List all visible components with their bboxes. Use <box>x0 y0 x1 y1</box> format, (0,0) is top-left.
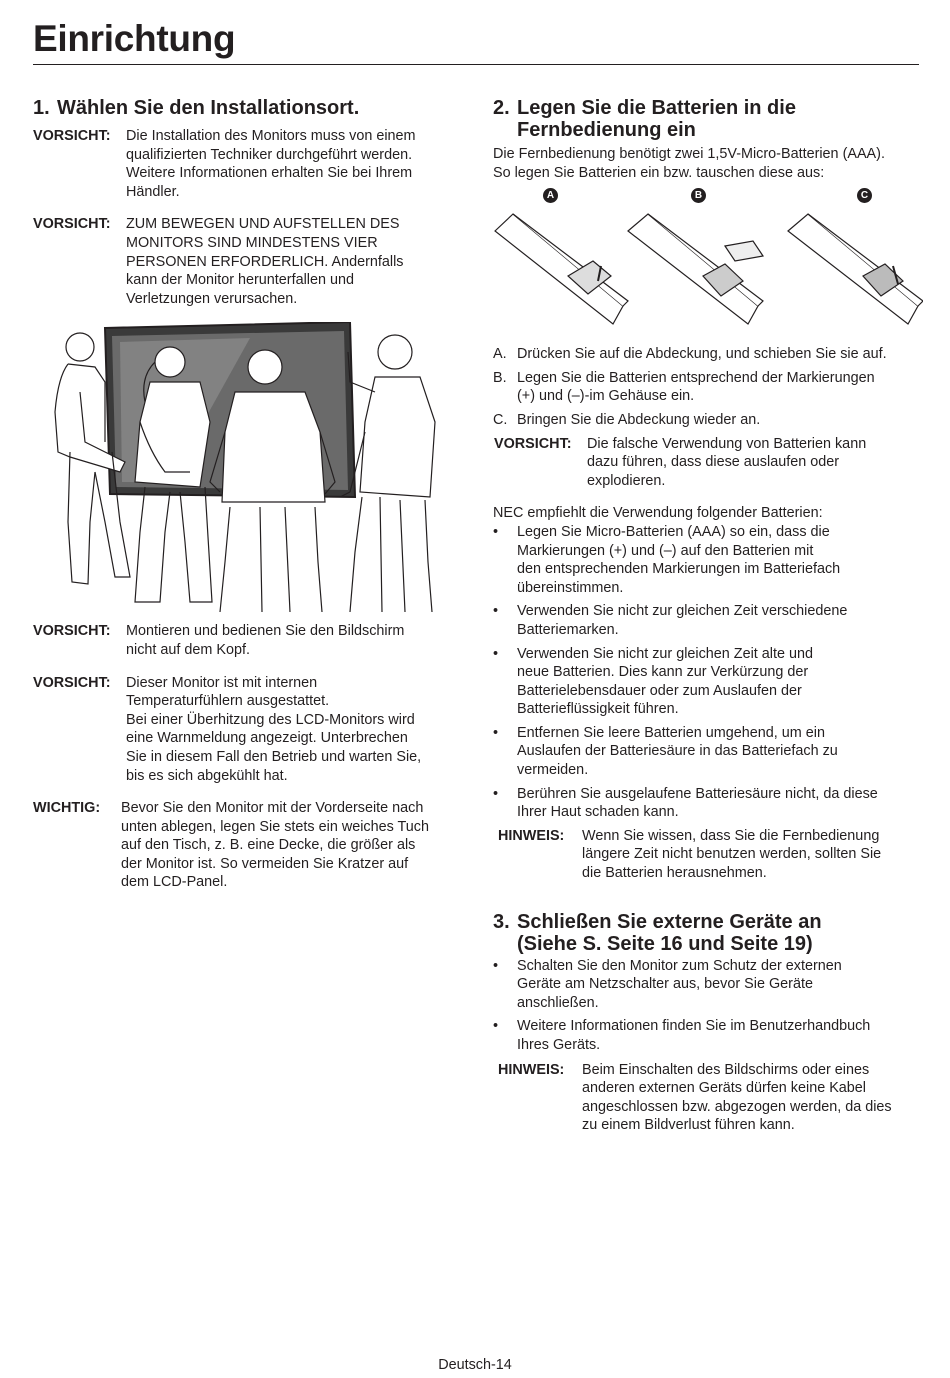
text-line: Montieren und bedienen Sie den Bildschirm <box>126 623 405 640</box>
text-line: den entsprechenden Markierungen im Batteriefach <box>517 561 841 578</box>
text-line: die Batterien herausnehmen. <box>582 865 767 882</box>
warning-label: VORSICHT: <box>494 435 572 452</box>
note-text <box>582 827 923 883</box>
figure-label-b: B <box>691 188 706 203</box>
warning-text <box>126 127 463 201</box>
text-line: auf den Tisch, z. B. eine Decke, die größer als <box>121 837 416 854</box>
title-divider <box>33 64 919 65</box>
important-label: WICHTIG: <box>33 800 101 817</box>
figure-label-a: A <box>543 188 558 203</box>
text-line: MONITORS SIND MINDESTENS VIER <box>126 234 378 251</box>
text-line: Weitere Informationen erhalten Sie bei Ihrem <box>126 165 413 182</box>
text-line: dazu führen, dass diese auslaufen oder <box>587 454 840 471</box>
text-line: Die falsche Verwendung von Batterien kann <box>587 435 867 452</box>
warning-label: VORSICHT: <box>33 128 111 144</box>
text-line: Ihres Geräts. <box>517 1037 601 1053</box>
text-line: Verwenden Sie nicht zur gleichen Zeit alte und <box>517 645 813 662</box>
warning-text <box>126 674 463 786</box>
warning-text <box>126 215 463 308</box>
text-line: anschließen. <box>517 994 599 1011</box>
warning-text <box>587 435 923 491</box>
battery-figure <box>493 188 923 348</box>
step-letter: C. <box>493 411 508 428</box>
warning-text <box>126 622 463 659</box>
battery-recommendations <box>493 523 923 822</box>
text-line: Verletzungen verursachen. <box>126 290 298 307</box>
warning-installation <box>33 127 463 201</box>
text-line: Drücken Sie auf die Abdeckung, und schieben Sie sie auf. <box>517 346 887 363</box>
step-item <box>493 369 923 406</box>
text-line: neue Batterien. Dies kann zur Verkürzung der <box>517 664 809 681</box>
text-line: explodieren. <box>587 472 666 489</box>
page-footer: Deutsch-14 <box>438 1357 512 1373</box>
list-item: • Schalten Sie den Monitor zum Schutz der externen Geräte am Netzschalter aus, bevor Sie Geräte anschließen. <box>493 957 842 1011</box>
text-line: Batteriemarken. <box>517 621 619 638</box>
warning-label: VORSICHT: <box>33 216 111 233</box>
text-line: unten ablegen, legen Sie stets ein weiches Tuch <box>121 818 430 835</box>
list-item: • Verwenden Sie nicht zur gleichen Zeit verschiedene Batteriemarken. <box>493 603 848 638</box>
text-line: Berühren Sie ausgelaufene Batteriesäure nicht, da diese <box>517 785 878 802</box>
section1-title: Wählen Sie den Installationsort. <box>57 97 360 119</box>
text-line: Legen Sie Micro-Batterien (AAA) so ein, dass die <box>517 523 830 540</box>
section3-title-line1: Schließen Sie externe Geräte an <box>517 910 822 933</box>
text-line: längere Zeit nicht benutzen werden, sollten Sie <box>582 846 882 863</box>
remote-control-drawings <box>493 206 923 346</box>
text-line: Die Installation des Monitors muss von einem <box>126 128 416 144</box>
note-cables <box>493 1061 923 1135</box>
note-label: HINWEIS: <box>498 827 565 844</box>
text-line: dem LCD-Panel. <box>121 874 228 891</box>
text-line: der Monitor ist. So vermeiden Sie Kratzer auf <box>121 855 409 872</box>
text-line: Verwenden Sie nicht zur gleichen Zeit verschiedene <box>517 603 848 620</box>
section3-number: 3. <box>493 910 510 933</box>
note-text <box>582 1061 923 1135</box>
warning-temperature <box>33 674 463 786</box>
text-line: Weitere Informationen finden Sie im Benutzerhandbuch <box>517 1018 871 1035</box>
warning-four-people <box>33 215 463 308</box>
text-line: Geräte am Netzschalter aus, bevor Sie Geräte <box>517 976 813 993</box>
text-line: nicht auf dem Kopf. <box>126 641 250 658</box>
warning-label: VORSICHT: <box>33 623 111 640</box>
note-label: HINWEIS: <box>498 1061 565 1078</box>
text-line: Entfernen Sie leere Batterien umgehend, um ein <box>517 724 825 741</box>
text-line: Batterieflüssigkeit führen. <box>517 701 679 718</box>
step-letter: A. <box>493 346 507 363</box>
text-line: anderen externen Geräts dürfen keine Kabel <box>582 1080 867 1097</box>
text-line: übereinstimmen. <box>517 579 624 596</box>
step-text <box>517 411 760 430</box>
text-line: So legen Sie Batterien ein bzw. tauschen diese aus: <box>493 164 825 181</box>
external-devices-list <box>493 957 923 1055</box>
text-line: angeschlossen bzw. abgezogen werden, da dies <box>582 1098 892 1115</box>
steps-list <box>493 345 923 429</box>
text-line: Batterielebensdauer oder zum Auslaufen der <box>517 682 802 699</box>
warning-label: VORSICHT: <box>33 674 111 691</box>
figure-label-c: C <box>857 188 872 203</box>
list-item: • Berühren Sie ausgelaufene Batteriesäure nicht, da diese Ihrer Haut schaden kann. <box>493 785 878 821</box>
text-line: kann der Monitor herunterfallen und <box>126 272 354 289</box>
step-letter: B. <box>493 369 507 386</box>
text-line: Markierungen (+) und (–) auf den Batterien mit <box>517 542 814 559</box>
text-line: qualifizierten Techniker durchgeführt werden. <box>126 146 413 163</box>
recommendation-intro: NEC empfiehlt die Verwendung folgender Batterien: <box>493 505 823 522</box>
list-item: • Weitere Informationen finden Sie im Benutzerhandbuch Ihres Geräts. <box>493 1018 871 1053</box>
page-title: Einrichtung <box>33 18 236 59</box>
text-line: Beim Einschalten des Bildschirms oder eines <box>582 1061 870 1078</box>
text-line: Händler. <box>126 183 180 200</box>
text-line: PERSONEN ERFORDERLICH. Andernfalls <box>126 253 404 270</box>
list-item: • Verwenden Sie nicht zur gleichen Zeit alte und neue Batterien. Dies kann zur Verkürzung der Batterielebensdauer oder zum Auslaufen der Batterieflüssigkeit führen. <box>493 645 813 718</box>
section1-heading <box>33 97 463 119</box>
text-line: Bringen Sie die Abdeckung wieder an. <box>517 411 761 428</box>
text-line: Temperaturfühlern ausgestattet. <box>126 693 330 710</box>
step-text <box>517 369 875 406</box>
important-text <box>121 799 463 892</box>
left-column <box>33 97 463 892</box>
carrying-monitor-illustration <box>50 322 450 612</box>
section2-heading <box>493 97 923 141</box>
text-line: zu einem Bildverlust führen kann. <box>582 1117 795 1134</box>
note-remove-batteries <box>493 827 923 883</box>
text-line: eine Warnmeldung angezeigt. Unterbrechen <box>126 730 408 747</box>
text-line: Sie in diesem Fall den Betrieb und warten Sie, <box>126 748 422 765</box>
text-line: Schalten Sie den Monitor zum Schutz der externen <box>517 957 842 974</box>
text-line: Dieser Monitor ist mit internen <box>126 674 318 691</box>
warning-batteries <box>493 435 923 491</box>
text-line: ZUM BEWEGEN UND AUFSTELLEN DES <box>126 216 400 233</box>
step-item <box>493 411 923 430</box>
warning-upside-down <box>33 622 463 659</box>
right-column <box>493 97 923 1135</box>
text-line: (+) und (–)-im Gehäuse ein. <box>517 388 695 405</box>
list-item: • Legen Sie Micro-Batterien (AAA) so ein, dass die Markierungen (+) und (–) auf den Batterien mit den entsprechenden Markierungen im Batteriefach übereinstimmen. <box>493 523 841 596</box>
text-line: Die Fernbedienung benötigt zwei 1,5V-Micro-Batterien (AAA). <box>493 146 885 162</box>
section3-heading <box>493 911 923 955</box>
section3-title-line2: (Siehe S. Seite 16 und Seite 19) <box>517 932 813 955</box>
section1-number: 1. <box>33 97 50 119</box>
text-line: vermeiden. <box>517 762 589 779</box>
section2-number: 2. <box>493 97 510 119</box>
text-line: Wenn Sie wissen, dass Sie die Fernbedienung <box>582 827 880 844</box>
text-line: Ihrer Haut schaden kann. <box>517 804 679 821</box>
important-notice <box>33 799 463 892</box>
section2-title-line2: Fernbedienung ein <box>517 119 696 141</box>
text-line: Bei einer Überhitzung des LCD-Monitors wird <box>126 711 415 728</box>
text-line: Legen Sie die Batterien entsprechend der Markierungen <box>517 369 875 386</box>
text-line: Auslaufen der Batteriesäure in das Batteriefach zu <box>517 743 838 760</box>
text-line: bis es sich abgekühlt hat. <box>126 767 288 784</box>
text-line: Bevor Sie den Monitor mit der Vorderseite nach <box>121 800 424 817</box>
section2-intro <box>493 145 923 182</box>
section2-title-line1: Legen Sie die Batterien in die <box>517 97 796 119</box>
list-item: • Entfernen Sie leere Batterien umgehend, um ein Auslaufen der Batteriesäure in das Batteriefach zu vermeiden. <box>493 724 838 779</box>
